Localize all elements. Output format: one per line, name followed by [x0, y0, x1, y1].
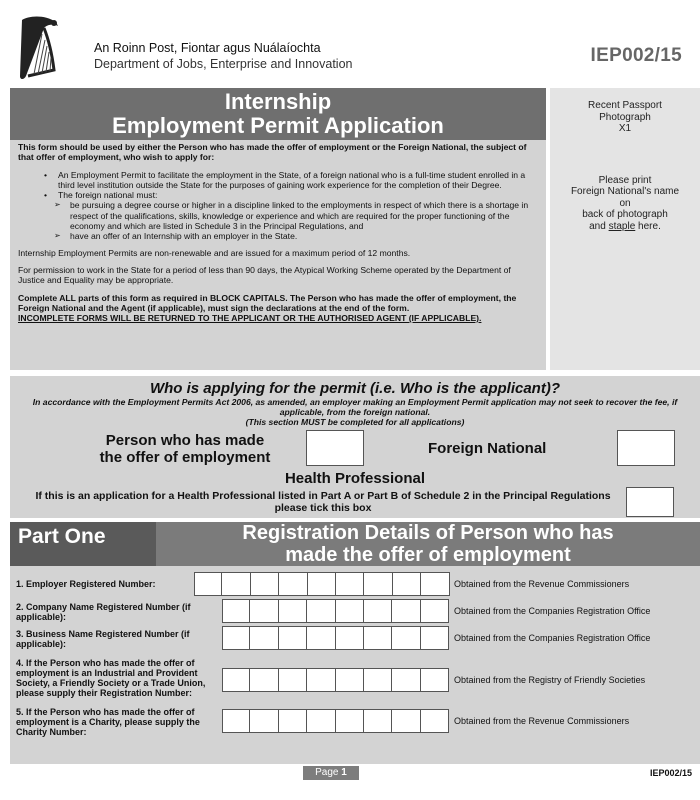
- intro-arrow-2: ➢ have an offer of an Internship with an employer in the State.: [54, 231, 538, 241]
- applicant-note: In accordance with the Employment Permits Act 2006, as amended, an employer making an Employment Permit application may not seek to recover the fee, if applicable, from the foreign national.: [32, 397, 678, 417]
- photo-line8c: here.: [635, 220, 661, 232]
- digit-cell[interactable]: [307, 709, 335, 733]
- digit-cell[interactable]: [421, 599, 449, 623]
- footer-form-code: IEP002/15: [649, 768, 692, 778]
- digit-cell[interactable]: [421, 668, 449, 692]
- digit-cell[interactable]: [364, 626, 392, 650]
- digit-cell[interactable]: [336, 572, 364, 596]
- company-number-cells: [222, 599, 449, 623]
- intro-lead: This form should be used by either the Person who has made the offer of employment or the Foreign National, the subject of that offer of employment, who wish to apply for:: [18, 142, 527, 163]
- digit-cell[interactable]: [222, 668, 250, 692]
- intro-arrow-1: ➢ be pursuing a degree course or higher in a discipline linked to the employments in respect of which there is a shortage in respect of the qualifications, skills, knowledge or experience and which are required for the proper functioning of the economy and which are listed in Schedule 3 in the Principal Regulations, and: [54, 200, 538, 231]
- employer-number-cells: [194, 572, 450, 596]
- digit-cell[interactable]: [392, 668, 420, 692]
- society-number-cells: [222, 668, 449, 692]
- digit-cell[interactable]: [222, 599, 250, 623]
- page-indicator: [303, 766, 359, 780]
- form-code: IEP002/15: [590, 45, 682, 66]
- photo-line3: X1: [618, 123, 632, 134]
- digit-cell[interactable]: [279, 599, 307, 623]
- row-label: 1. Employer Registered Number:: [16, 579, 156, 589]
- health-professional-tickbox[interactable]: [626, 487, 674, 517]
- intro-para-2: For permission to work in the State for a period of less than 90 days, the Atypical Working Scheme operated by the Department of Justice and Equality may be appropriate.: [18, 264, 511, 286]
- intro-bullet-1: • An Employment Permit to facilitate the employment in the State, of a foreign national who is a full-time student enrolled in a third level institution outside the State for the purposes of gaining work experience for the completion of their Degree.: [44, 170, 538, 191]
- intro-bullet-2: • The foreign national must:: [44, 190, 538, 200]
- passport-photo-area: [550, 88, 700, 370]
- part-one-title-line2: made the offer of employment: [285, 544, 571, 566]
- applicant-required-note: (This section MUST be completed for all applications): [245, 417, 465, 427]
- digit-cell[interactable]: [279, 709, 307, 733]
- form-title-line1: Internship: [224, 89, 332, 114]
- digit-cell[interactable]: [392, 709, 420, 733]
- option-foreign-national-label: Foreign National: [428, 440, 547, 457]
- digit-cell[interactable]: [250, 626, 278, 650]
- part-one-label: Part One: [10, 522, 156, 566]
- applicant-heading: Who is applying for the permit (i.e. Who is the applicant)?: [149, 380, 560, 397]
- row-label: 4. If the Person who has made the offer of employment is an Industrial and Provident Society, a Friendly Society or a Trade Union, please supply their Registration Number:: [16, 658, 206, 698]
- digit-cell[interactable]: [393, 572, 421, 596]
- digit-cell[interactable]: [421, 626, 449, 650]
- charity-number-cells: [222, 709, 449, 733]
- page-label: Page: [315, 767, 339, 778]
- registration-details: [10, 566, 700, 764]
- digit-cell[interactable]: [364, 709, 392, 733]
- digit-cell[interactable]: [222, 626, 250, 650]
- intro-para-3: Complete ALL parts of this form as required in BLOCK CAPITALS. The Person who has made the offer of employment, the Foreign National and the Agent (if applicable), must sign the declarations at the end of the form.: [18, 292, 517, 313]
- row-source: Obtained from the Companies Registration Office: [454, 606, 651, 616]
- digit-cell[interactable]: [421, 572, 449, 596]
- photo-line5: Foreign National's name: [570, 186, 680, 197]
- digit-cell[interactable]: [364, 572, 392, 596]
- digit-cell[interactable]: [251, 572, 279, 596]
- digit-cell[interactable]: [336, 709, 364, 733]
- photo-line7: back of photograph: [582, 209, 668, 220]
- digit-cell[interactable]: [250, 668, 278, 692]
- option-employer-line2: the offer of employment: [99, 449, 271, 466]
- employer-tickbox[interactable]: [306, 430, 364, 466]
- digit-cell[interactable]: [364, 668, 392, 692]
- digit-cell[interactable]: [250, 709, 278, 733]
- digit-cell[interactable]: [308, 572, 336, 596]
- part-one-title-line1: Registration Details of Person who has: [242, 522, 614, 544]
- row-source: Obtained from the Registry of Friendly Societies: [454, 675, 646, 685]
- digit-cell[interactable]: [307, 626, 335, 650]
- foreign-national-tickbox[interactable]: [617, 430, 675, 466]
- photo-line8: [550, 221, 700, 233]
- photo-line1: Recent Passport: [588, 100, 662, 111]
- row-source: Obtained from the Companies Registration Office: [454, 633, 651, 643]
- row-label: 2. Company Name Registered Number (if applicable):: [16, 602, 191, 622]
- row-source: Obtained from the Revenue Commissioners: [454, 716, 630, 726]
- digit-cell[interactable]: [194, 572, 222, 596]
- photo-line8a: and: [589, 220, 609, 232]
- digit-cell[interactable]: [336, 668, 364, 692]
- digit-cell[interactable]: [336, 626, 364, 650]
- digit-cell[interactable]: [279, 572, 307, 596]
- digit-cell[interactable]: [336, 599, 364, 623]
- option-employer-line1: Person who has made: [105, 432, 265, 449]
- row-label: 5. If the Person who has made the offer of employment is a Charity, please supply the Charity Number:: [16, 707, 200, 737]
- photo-line6: on: [619, 197, 631, 209]
- form-title-line2: Employment Permit Application: [112, 113, 444, 138]
- row-label: 3. Business Name Registered Number (if applicable):: [16, 629, 190, 649]
- digit-cell[interactable]: [307, 599, 335, 623]
- intro-section: [10, 88, 546, 370]
- page-number: 1: [341, 767, 347, 778]
- digit-cell[interactable]: [279, 668, 307, 692]
- digit-cell[interactable]: [392, 599, 420, 623]
- photo-line4: Please print: [598, 174, 652, 186]
- photo-line8b: staple: [608, 220, 636, 232]
- digit-cell[interactable]: [307, 668, 335, 692]
- health-professional-title: Health Professional: [284, 470, 426, 487]
- health-professional-text: If this is an application for a Health Professional listed in Part A or Part B of Schedule 2 in the Principal Regulations please tick this box: [35, 490, 611, 514]
- digit-cell[interactable]: [364, 599, 392, 623]
- digit-cell[interactable]: [392, 626, 420, 650]
- department-name: [94, 40, 352, 72]
- digit-cell[interactable]: [250, 599, 278, 623]
- row-source: Obtained from the Revenue Commissioners: [454, 579, 630, 589]
- form-title: [10, 88, 546, 140]
- intro-para-4: INCOMPLETE FORMS WILL BE RETURNED TO THE APPLICANT OR THE AUTHORISED AGENT (IF APPLICABLE).: [18, 313, 482, 324]
- department-english: Department of Jobs, Enterprise and Innovation: [94, 57, 353, 71]
- applicant-section: [10, 376, 700, 518]
- option-employer-label: [80, 432, 290, 466]
- digit-cell[interactable]: [421, 709, 449, 733]
- photo-line2: Photograph: [599, 111, 651, 123]
- harp-emblem-icon: [14, 14, 64, 84]
- part-one-header: [10, 522, 700, 566]
- digit-cell[interactable]: [222, 709, 250, 733]
- department-irish: An Roinn Post, Fiontar agus Nuálaíochta: [94, 41, 321, 55]
- intro-para-1: Internship Employment Permits are non-renewable and are issued for a maximum period of 12 months.: [18, 247, 411, 258]
- digit-cell[interactable]: [279, 626, 307, 650]
- part-one-title: [156, 522, 700, 566]
- business-number-cells: [222, 626, 449, 650]
- digit-cell[interactable]: [222, 572, 250, 596]
